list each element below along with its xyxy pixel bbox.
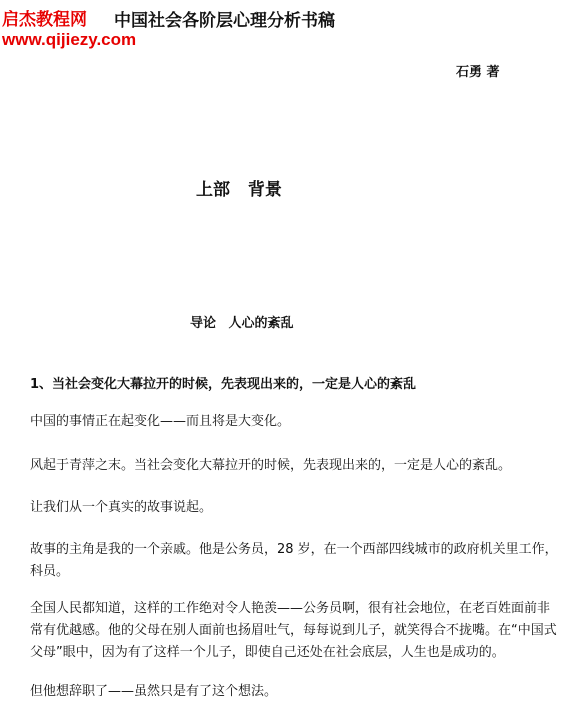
watermark-url: www.qijiezy.com [2,30,137,49]
watermark-site-name: 启杰教程网 [2,10,87,30]
chapter-heading: 导论 人心的紊乱 [190,316,294,331]
paragraph: 风起于青萍之末。当社会变化大幕拉开的时候，先表现出来的，一定是人心的紊乱。 [30,458,512,473]
section-heading: 1、当社会变化大幕拉开的时候，先表现出来的，一定是人心的紊乱 [30,377,417,392]
paragraph: 中国的事情正在起变化——而且将是大变化。 [30,414,291,429]
document-title: 中国社会各阶层心理分析书稿 [114,11,335,31]
part-heading: 上部 背景 [196,180,282,200]
paragraph: 全国人民都知道，这样的工作绝对令人艳羡——公务员啊，很有社会地位，在老百姓面前非常有优越感。他的父母在别人面前也扬眉吐气，每每说到儿子，就笑得合不拢嘴。在“中国式父母”眼中，因为有了这样一个儿子，即使自己还处在社会底层，人生也是成功的。 [30,601,557,660]
paragraph: 但他想辞职了——虽然只是有了这个想法。 [30,684,278,699]
paragraph: 故事的主角是我的一个亲戚。他是公务员，28 岁，在一个西部四线城市的政府机关里工作，科员。 [30,542,558,579]
author-line: 石勇 著 [456,65,500,80]
paragraph: 让我们从一个真实的故事说起。 [30,500,213,515]
